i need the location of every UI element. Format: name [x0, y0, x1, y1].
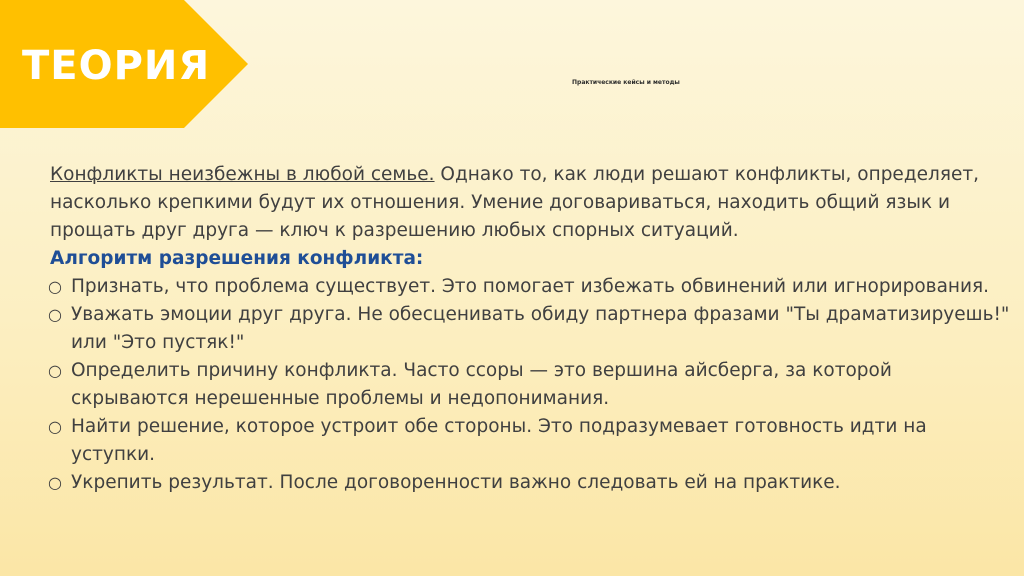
list-item — [48, 301, 1010, 357]
algorithm-steps-list — [50, 273, 1010, 497]
list-item — [48, 469, 1010, 497]
step-text: Уважать эмоции друг друга. Не обесценивать обиду партнера фразами "Ты драматизируешь!" или "Это пустяк!" — [71, 304, 1010, 353]
slide-body — [50, 161, 1010, 497]
intro-underlined-sentence: Конфликты неизбежны в любой семье. — [50, 164, 435, 185]
step-text: Определить причину конфликта. Часто ссоры — это вершина айсберга, за которой скрываются нерешенные проблемы и недопонимания. — [71, 360, 892, 409]
slide-subtitle: Практические кейсы и методы — [572, 79, 680, 86]
list-item — [48, 357, 1010, 413]
step-text: Признать, что проблема существует. Это помогает избежать обвинений или игнорирования. — [71, 276, 990, 297]
hollow-circle-bullet-icon: ○ — [48, 473, 62, 492]
hollow-circle-bullet-icon: ○ — [48, 305, 62, 324]
intro-text: Однако то, как люди решают конфликты, определяет, насколько крепкими будут их отношения. Умение договариваться, находить общий язык и прощать друг друга — ключ к разрешению любых спорных ситуаций. — [50, 164, 979, 241]
list-item — [48, 273, 1010, 301]
step-text: Найти решение, которое устроит обе стороны. Это подразумевает готовность идти на уступки. — [71, 416, 927, 465]
algorithm-heading: Алгоритм разрешения конфликта: — [50, 248, 424, 269]
hollow-circle-bullet-icon: ○ — [48, 277, 62, 296]
list-item — [48, 413, 1010, 469]
intro-paragraph — [50, 161, 1010, 245]
title-banner — [0, 0, 250, 128]
slide-title: ТЕОРИЯ — [22, 43, 211, 89]
hollow-circle-bullet-icon: ○ — [48, 361, 62, 380]
step-text: Укрепить результат. После договоренности важно следовать ей на практике. — [71, 472, 841, 493]
hollow-circle-bullet-icon: ○ — [48, 417, 62, 436]
